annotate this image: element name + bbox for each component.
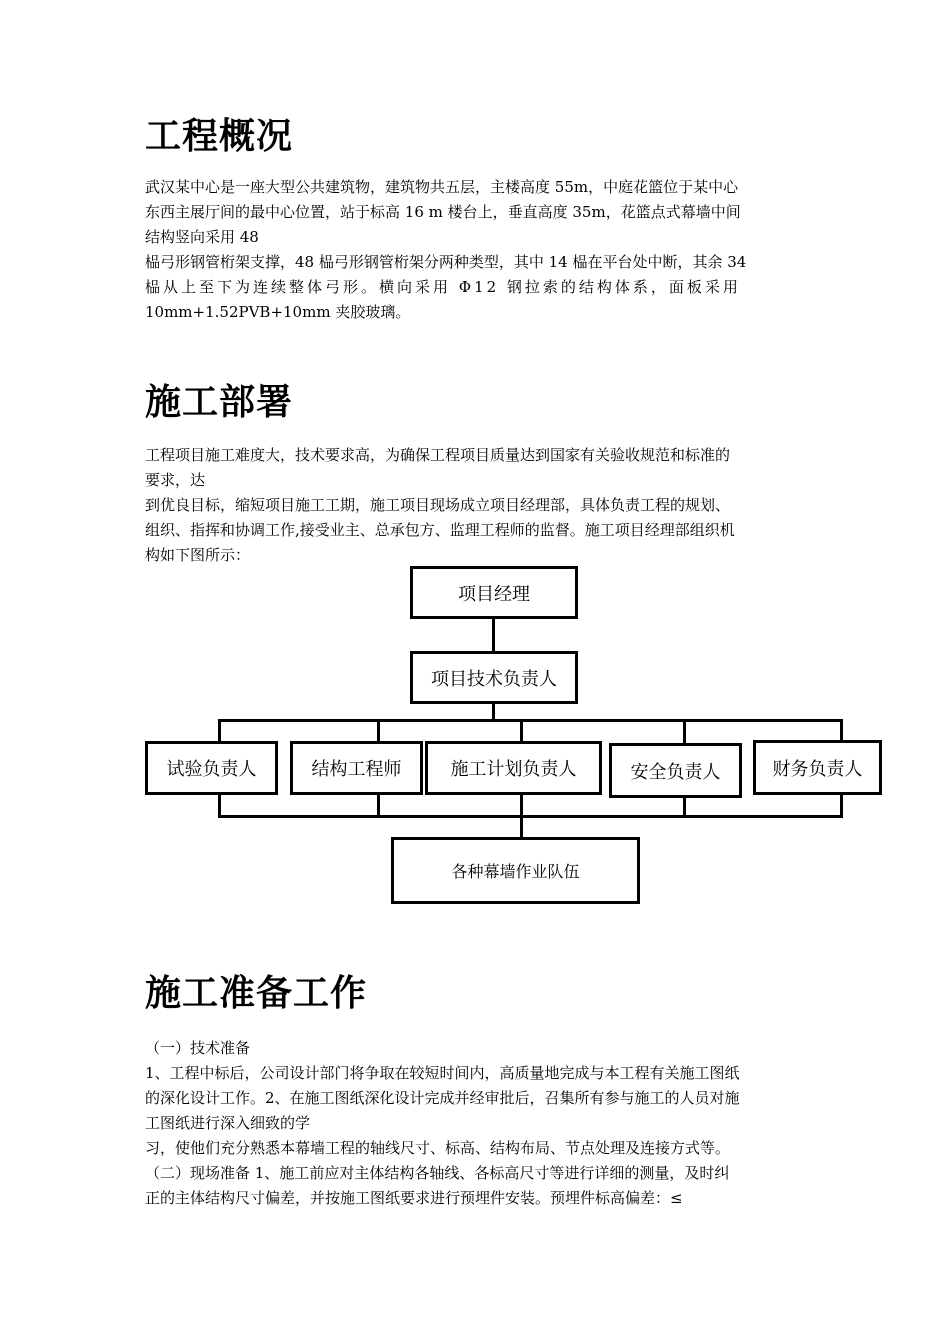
overview-paragraph: [145, 175, 807, 325]
text-line: 组织、指挥和协调工作,接受业主、总承包方、监理工程师的监督。施工项目经理部组织机: [145, 521, 735, 539]
section-heading-deployment: 施工部署: [145, 382, 294, 423]
connector-line: [218, 719, 843, 722]
text-line: 武汉某中心是一座大型公共建筑物，建筑物共五层，主楼高度 55m，中庭花篮位于某中心: [145, 178, 739, 196]
text-line: 要求，达: [145, 471, 206, 489]
text-line: 结构竖向采用 48: [145, 228, 259, 246]
connector-line: [840, 719, 843, 740]
text-line: 东西主展厅间的最中心位置，站于标高 16 m 楼台上，垂直高度 35m，花篮点式幕墙中间: [145, 203, 741, 221]
text-line: 到优良目标，缩短项目施工工期，施工项目现场成立项目经理部，具体负责工程的规划、: [145, 496, 731, 514]
org-node-safety-lead: 安全负责人: [609, 743, 742, 798]
text-line: 1、工程中标后，公司设计部门将争取在较短时间内，高质量地完成与本工程有关施工图纸: [145, 1064, 740, 1082]
section-heading-preparation: 施工准备工作: [145, 973, 368, 1014]
org-node-curtain-wall-teams: 各种幕墙作业队伍: [391, 837, 640, 904]
text-line: 构如下图所示：: [145, 546, 251, 564]
connector-line: [492, 619, 495, 651]
org-node-finance-lead: 财务负责人: [753, 740, 882, 795]
org-node-planning-lead: 施工计划负责人: [425, 741, 602, 795]
org-node-test-lead: 试验负责人: [145, 741, 278, 795]
preparation-paragraph: [145, 1036, 807, 1211]
org-node-technical-lead: 项目技术负责人: [410, 651, 578, 704]
text-line: 榀弓形钢管桁架支撑，48 榀弓形钢管桁架分两种类型，其中 14 榀在平台处中断，其余 34: [145, 253, 747, 271]
connector-line: [520, 719, 523, 741]
text-line: 10mm+1.52PVB+10mm 夹胶玻璃。: [145, 303, 411, 321]
text-line: （一）技术准备: [145, 1039, 251, 1057]
connector-line: [840, 795, 843, 817]
connector-line: [377, 719, 380, 741]
connector-line: [377, 795, 380, 817]
org-node-structural-engineer: 结构工程师: [290, 741, 423, 795]
text-line: 习，使他们充分熟悉本幕墙工程的轴线尺寸、标高、结构布局、节点处理及连接方式等。: [145, 1139, 731, 1157]
text-line: 的深化设计工作。2、在施工图纸深化设计完成并经审批后，召集所有参与施工的人员对施: [145, 1089, 740, 1107]
deployment-paragraph: [145, 443, 807, 568]
text-line: 榀从上至下为连续整体弓形。横向采用 Φ12 钢拉索的结构体系，面板采用: [145, 278, 741, 296]
connector-line: [683, 719, 686, 743]
connector-line: [218, 719, 221, 741]
org-node-project-manager: 项目经理: [410, 566, 578, 619]
connector-line: [218, 815, 843, 818]
text-line: 正的主体结构尺寸偏差，并按施工图纸要求进行预埋件安装。预埋件标高偏差：≤: [145, 1189, 683, 1207]
connector-line: [218, 795, 221, 817]
text-line: 工程项目施工难度大，技术要求高，为确保工程项目质量达到国家有关验收规范和标准的: [145, 446, 731, 464]
text-line: （二）现场准备 1、施工前应对主体结构各轴线、各标高尺寸等进行详细的测量，及时纠: [145, 1164, 730, 1182]
section-heading-overview: 工程概况: [145, 116, 294, 157]
text-line: 工图纸进行深入细致的学: [145, 1114, 311, 1132]
